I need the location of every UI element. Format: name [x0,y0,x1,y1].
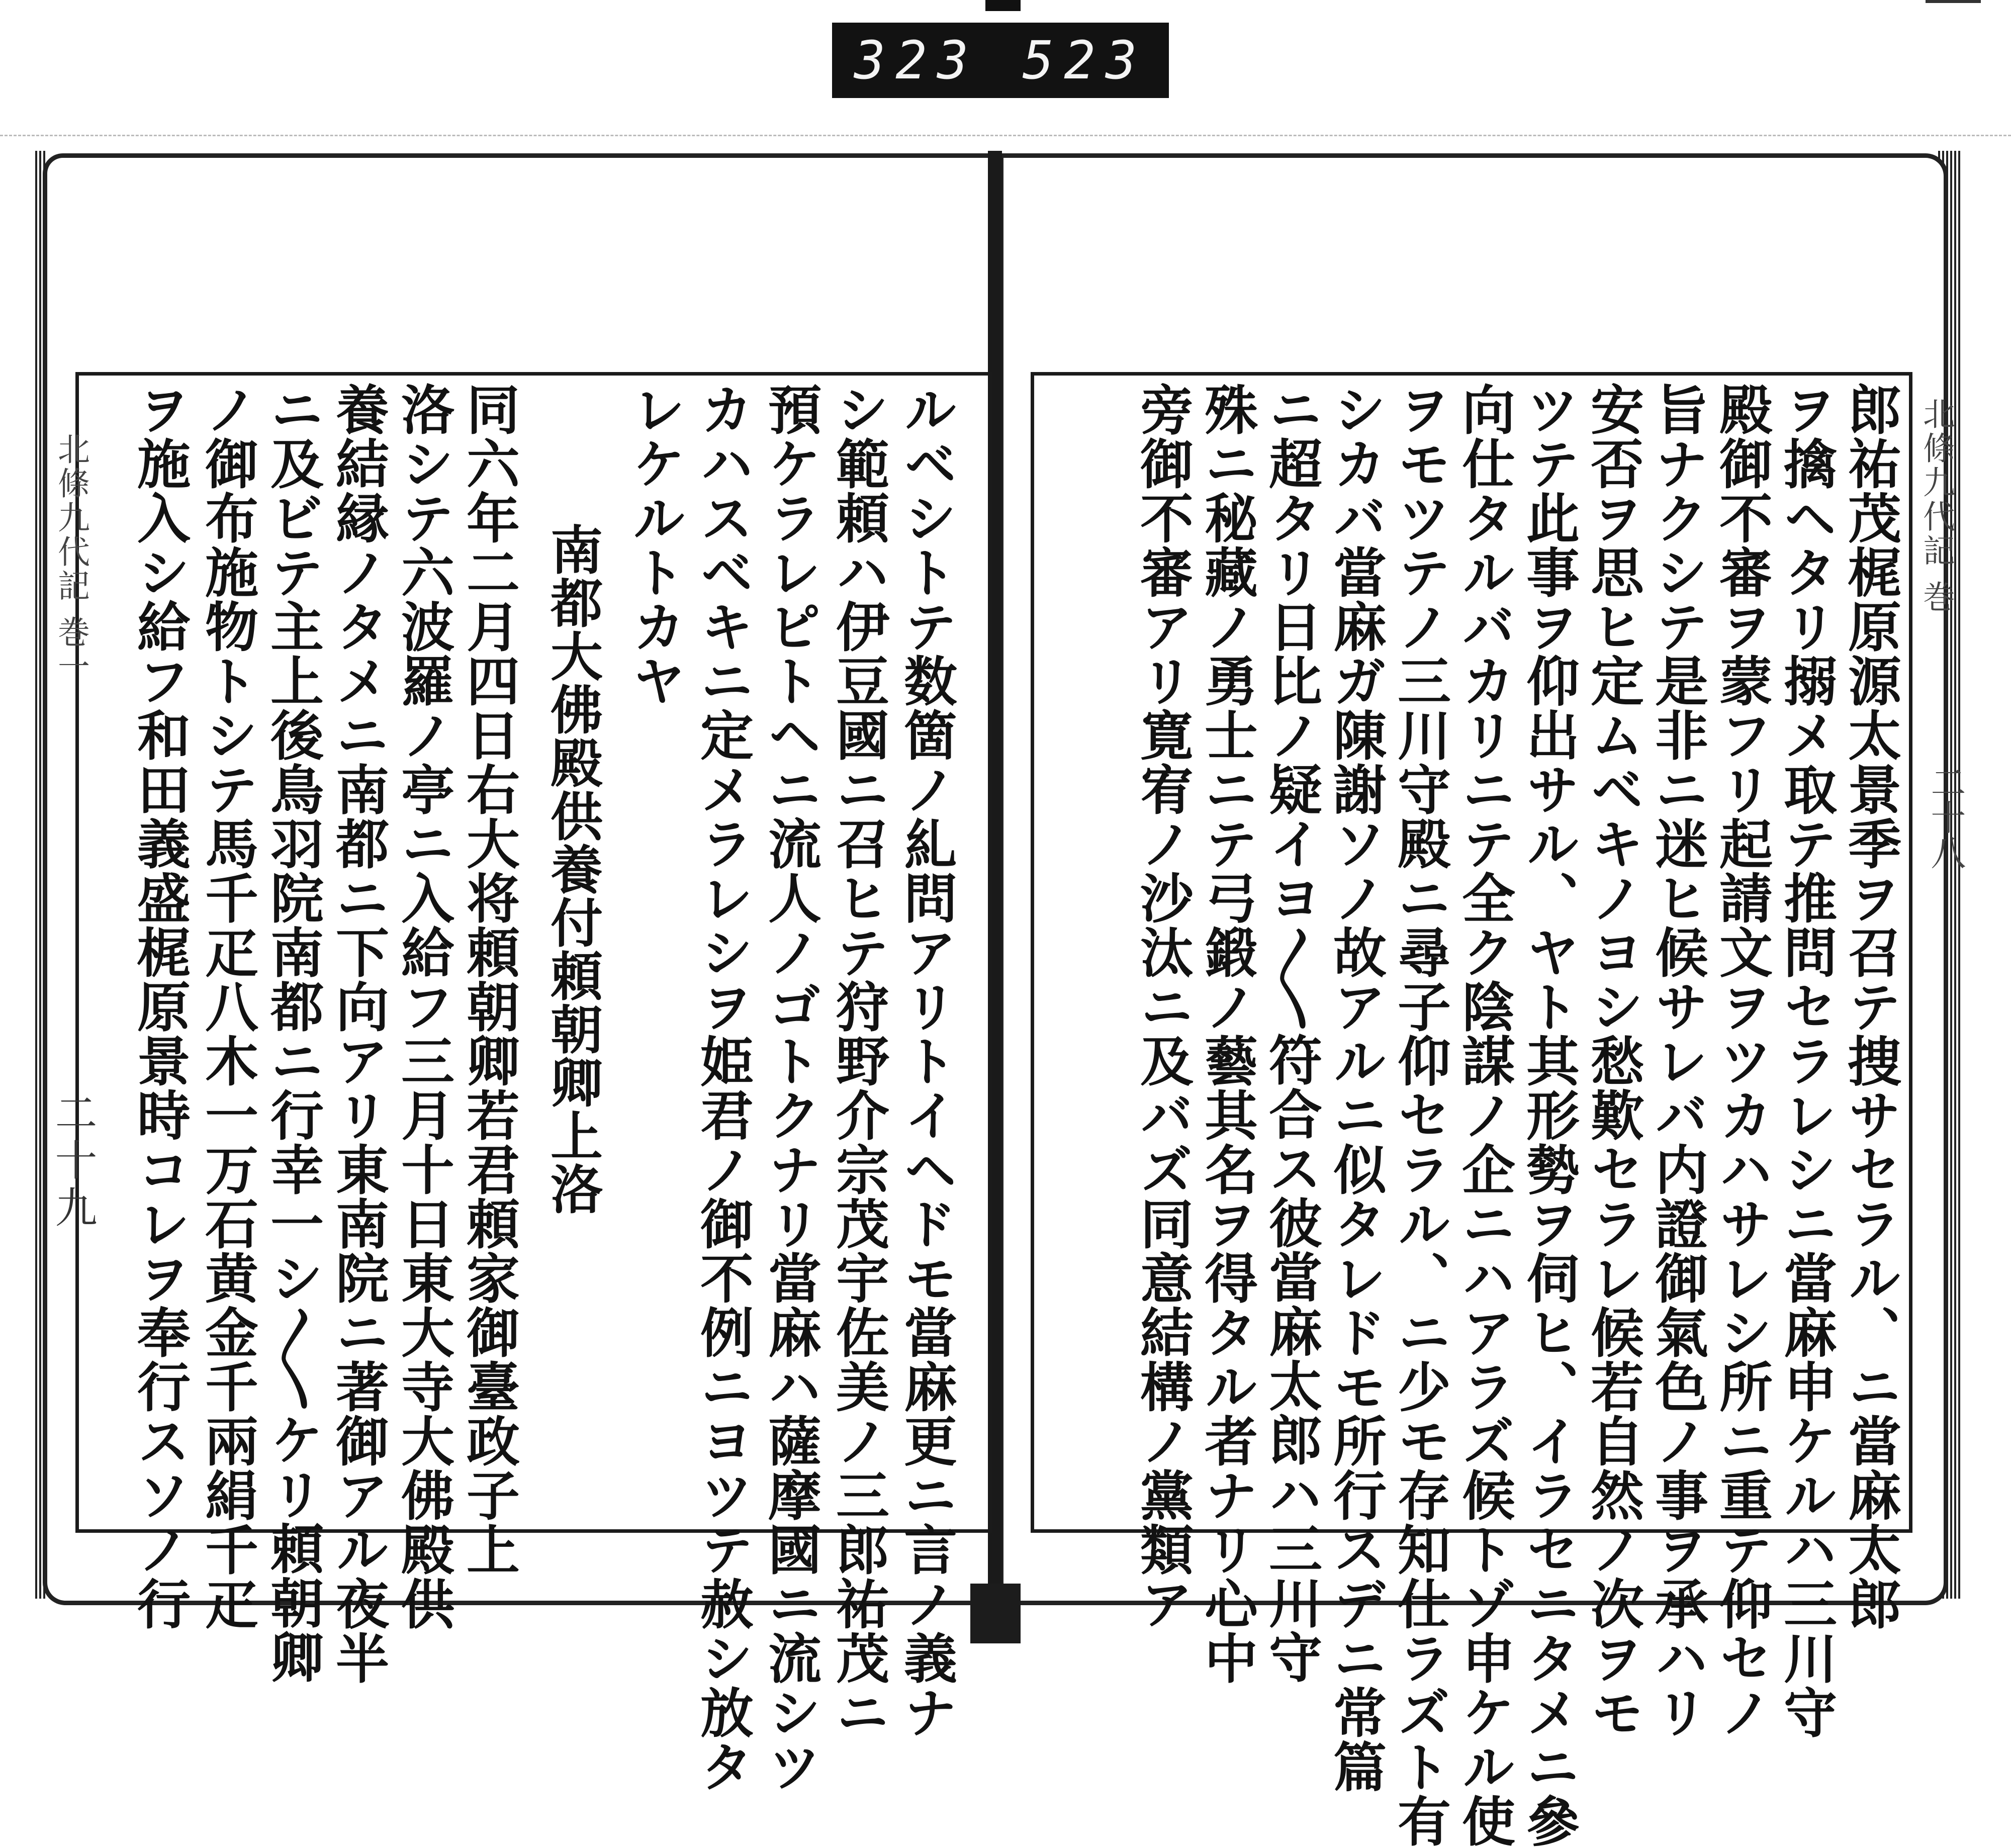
corner-mark [1926,0,1981,12]
accession-number-right: 523 [1022,30,1147,91]
gutter-tab [970,1584,1021,1643]
left-text-column: 同六年二月四日右大将頼朝卿若君頼家御臺政子上 [458,382,521,1577]
right-folio-number: 二十八 [1925,764,1966,870]
left-text-column: カハスベキニ定メラレシヲ姫君ノ御不例ニヨツテ赦シ放タ [692,382,755,1794]
right-margin-title: 北條九代記 巻 [1917,397,1955,615]
right-text-column: 旁御不審アリ寛宥ノ沙汰ニ及バズ同意結構ノ黨類ア [1132,382,1195,1631]
top-edge-mark [985,0,1021,11]
left-text-column: ノ御布施物トシテ馬千疋八木一万石黄金千兩絹千疋 [197,382,259,1631]
scan-edge-line [0,135,2011,136]
right-text-column: ニ超タリ日比ノ疑イヨ〳〵符合ス彼當麻太郎ハ三川守 [1260,382,1323,1684]
left-text-column: ルベシトテ数箇ノ糺問アリトイヘドモ當麻更ニ言ノ義ナ [895,382,958,1739]
left-text-column: 養結縁ノタメニ南都ニ下向アリ東南院ニ著御アル夜半 [327,382,390,1685]
right-text-column: 向仕タルバカリニテ全ク陰謀ノ企ニハアラズ候トゾ申ケル使 [1453,382,1516,1848]
right-text-column: 殿御不審ヲ蒙フリ起請文ヲツカハサレシ所ニ重テ仰セノ [1711,382,1774,1739]
accession-number-label [832,23,1169,98]
accession-number-left: 323 [854,30,979,91]
left-margin-title: 北條九代記 巻一 [52,432,89,684]
right-text-column: 安否ヲ思ヒ定ムベキノヨシ愁歎セラレ候若自然ノ次ヲモ [1582,382,1645,1739]
right-text-column: 旨ナクシテ是非ニ迷ヒ候サレバ内證御氣色ノ事ヲ承ハリ [1647,382,1709,1739]
right-text-column: 郎祐茂梶原源太景季ヲ召テ捜サセラル、ニ當麻太郎 [1840,382,1902,1631]
right-text-column: ツテ此事ヲ仰出サル、ヤト其形勢ヲ伺ヒ、イラセニタメニ參 [1518,382,1581,1848]
left-folio-number: 二十九 [48,1091,98,1233]
left-text-column: ニ及ビテ主上後鳥羽院南都ニ行幸一シ〳〵ケリ頼朝卿 [262,382,325,1684]
left-text-column: シ範頼ハ伊豆國ニ召ヒテ狩野介宗茂宇佐美ノ三郎祐茂ニ [828,382,890,1739]
section-heading: 南都大佛殿供養付頼朝卿上洛 [541,523,603,1216]
right-text-column: 殊ニ秘藏ノ勇士ニテ弓鍛ノ藝其名ヲ得タル者ナリ心中 [1196,382,1259,1685]
right-text-column: ヲモツテノ三川守殿ニ尋子仰セラル、ニ少モ存知仕ラズト有 [1389,382,1452,1848]
left-text-column: レケルトカヤ [624,382,687,708]
left-text-column: ヲ施入シ給フ和田義盛梶原景時コレヲ奉行スソノ行 [129,382,192,1631]
left-text-column: 預ケラレピトヘニ流人ノゴトクナリ當麻ハ薩摩國ニ流シツ [760,382,822,1794]
right-text-column: シカバ當麻ガ陳謝ソノ故アルニ似タレドモ所行スデニ常篇 [1325,382,1388,1794]
right-text-column: ヲ擒ヘタリ搦メ取テ推問セラレシニ當麻申ケルハ三川守 [1775,382,1838,1739]
left-text-column: 洛シテ六波羅ノ亭ニ入給フ三月十日東大寺大佛殿供 [393,382,455,1631]
